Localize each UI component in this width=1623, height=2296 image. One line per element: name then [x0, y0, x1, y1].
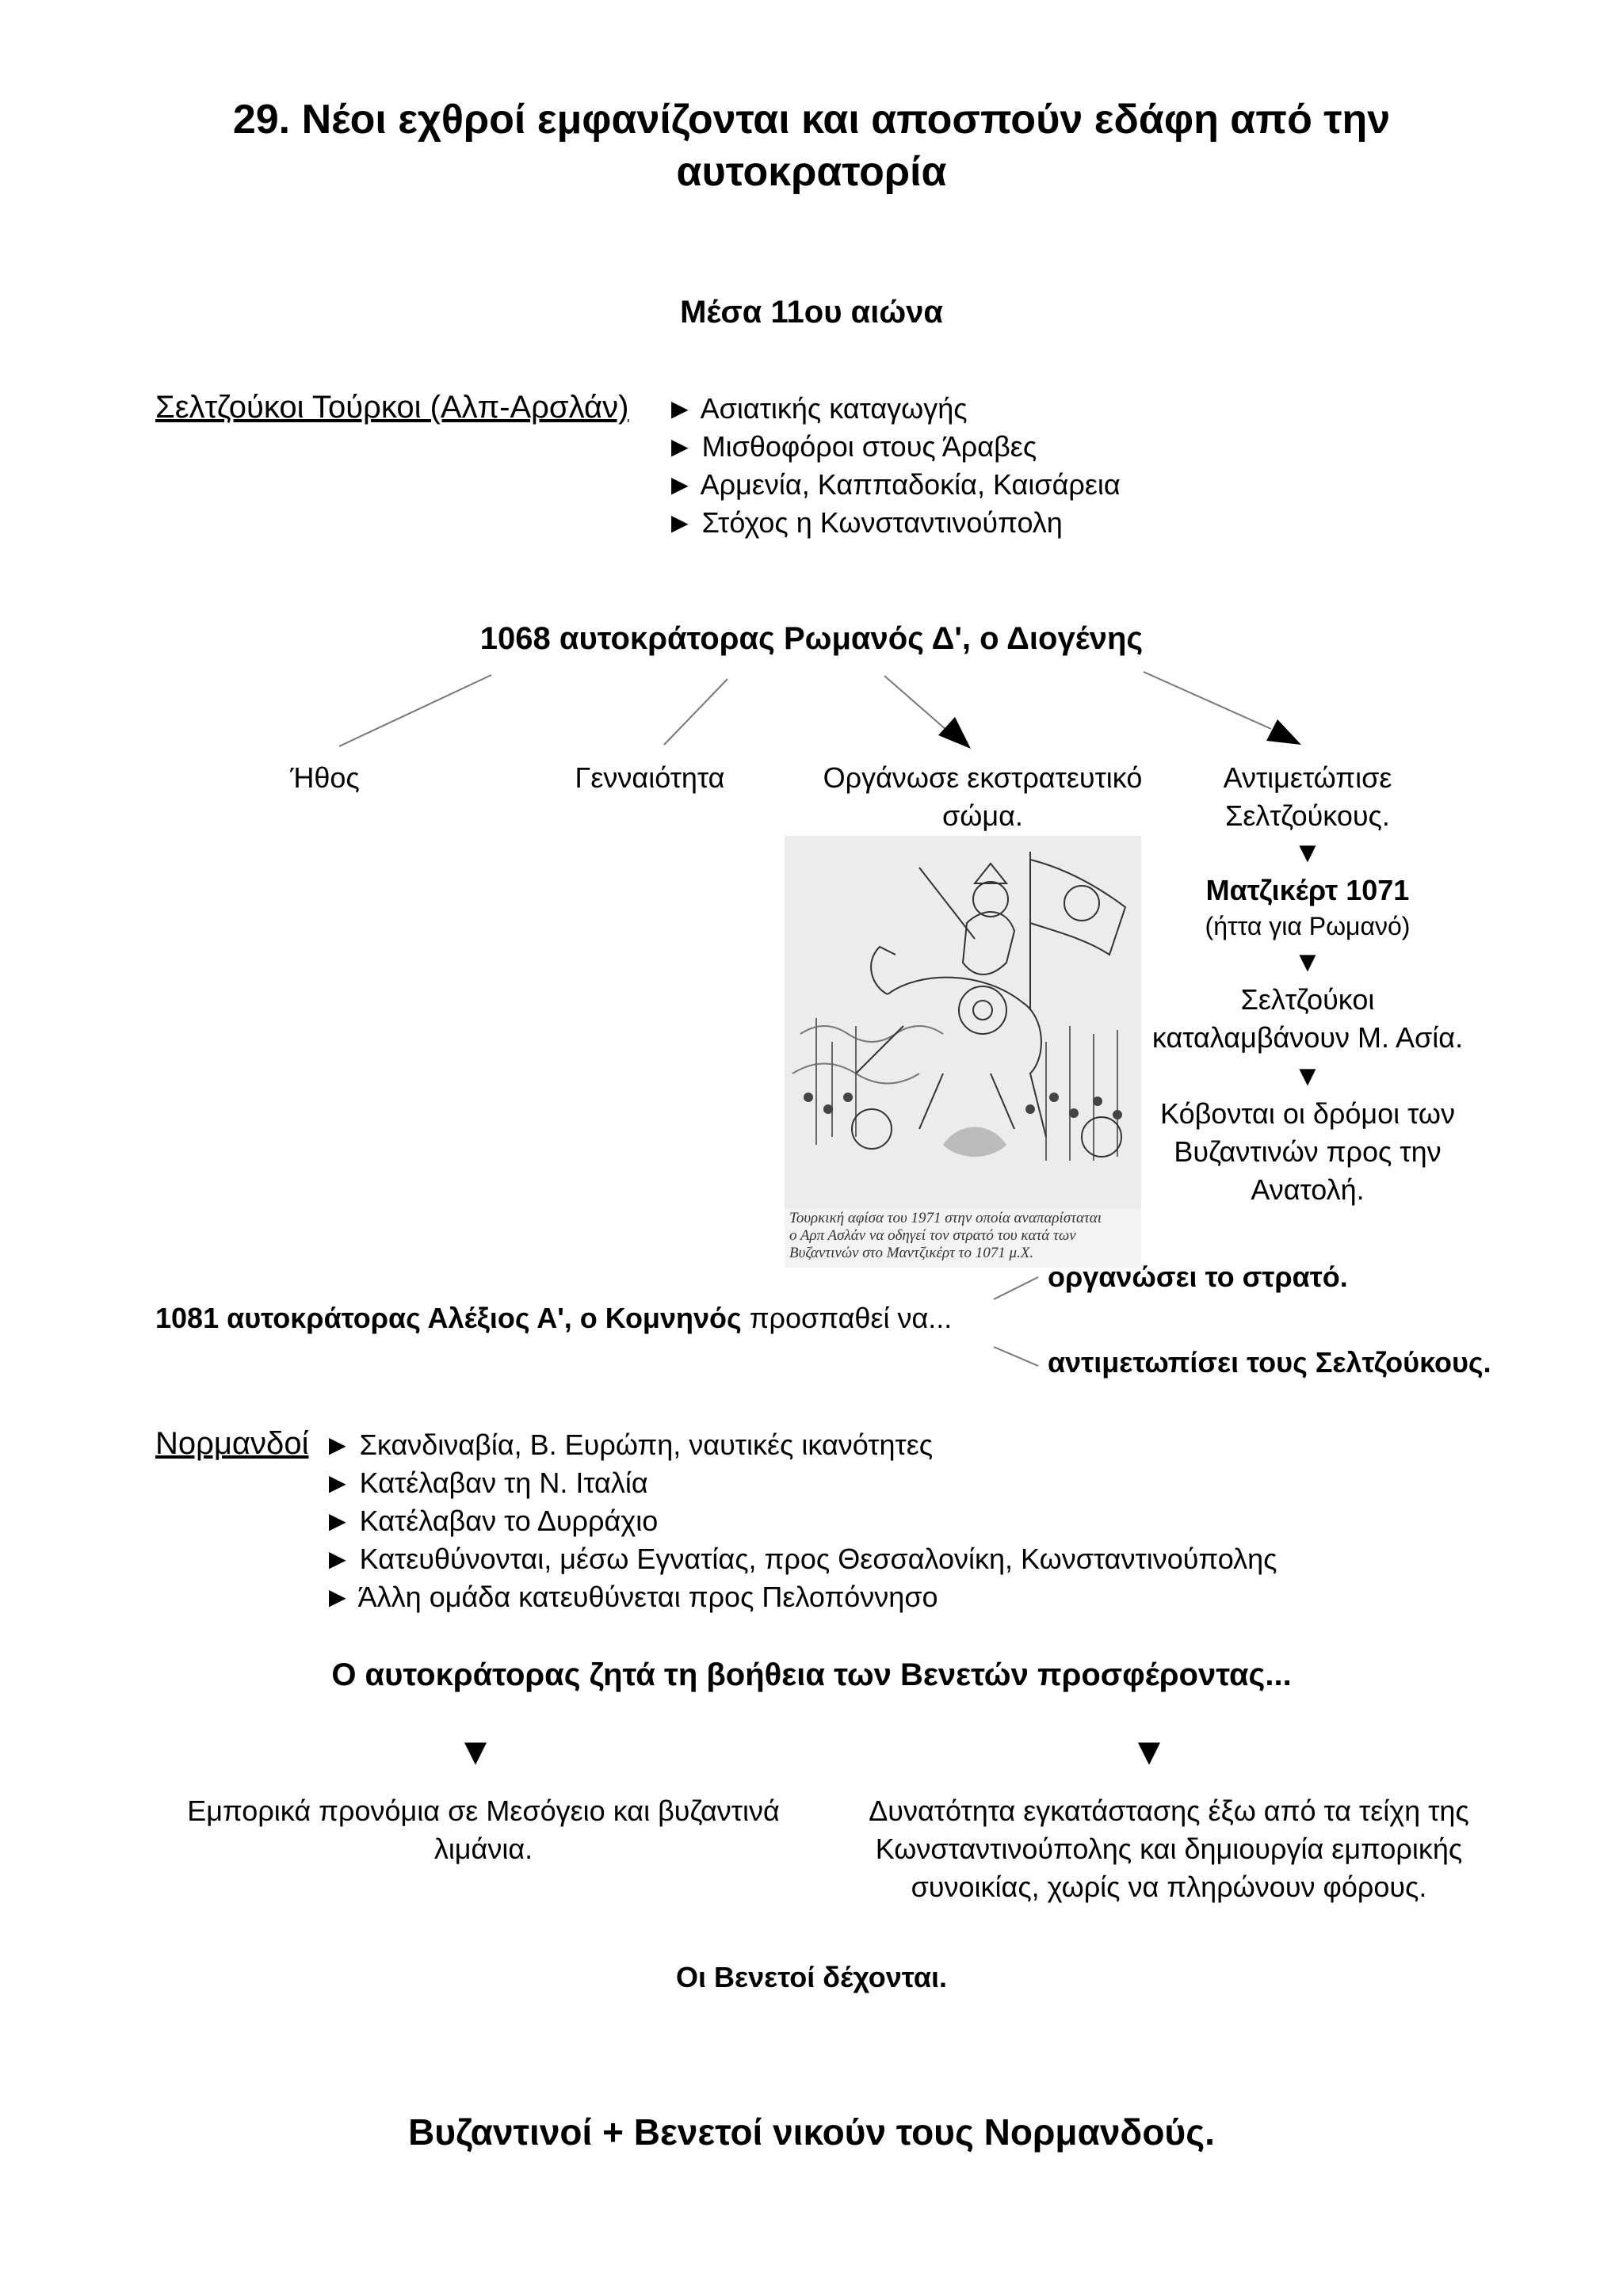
- consequence-chain: [1141, 833, 1474, 1209]
- down-arrow-icon: ▼: [456, 1731, 495, 1773]
- down-arrow-icon: ▼: [1293, 836, 1322, 868]
- connector-line: [1144, 672, 1271, 729]
- branch-ithos: Ήθος: [290, 761, 360, 794]
- venice-offer-trade-line2: λιμάνια.: [433, 1833, 533, 1865]
- connector-line: [339, 675, 491, 746]
- final-outcome: Βυζαντινοί + Βενετοί νικούν τους Νορμανδούς.: [408, 2111, 1215, 2153]
- list-item: ► Σκανδιναβία, Β. Ευρώπη, ναυτικές ικανότητες: [323, 1428, 934, 1461]
- list-item: ► Αρμενία, Καππαδοκία, Καισάρεια: [666, 468, 1121, 501]
- image-caption-line3: Βυζαντινών στο Μαντζικέρτ το 1071 μ.Χ.: [789, 1245, 1034, 1261]
- venice-offer-settlement-line3: συνοικίας, χωρίς να πληρώνουν φόρους.: [911, 1871, 1427, 1903]
- alexios-goal-army: οργανώσει το στρατό.: [1048, 1261, 1348, 1293]
- venice-offer-settlement-line2: Κωνσταντινούπολης και δημιουργία εμπορικής: [875, 1833, 1463, 1865]
- page-title-line2: αυτοκρατορία: [676, 149, 947, 195]
- period-heading: Μέσα 11ου αιώνα: [680, 295, 943, 330]
- seljuks-heading: Σελτζούκοι Τούρκοι (Αλπ-Αρσλάν): [155, 390, 629, 425]
- venice-offer-trade: [166, 1792, 800, 1868]
- list-item: ► Στόχος η Κωνσταντινούπολη: [666, 506, 1063, 539]
- result-roads-line2: Βυζαντινών προς την: [1174, 1135, 1442, 1168]
- list-item: ► Άλλη ομάδα κατευθύνεται προς Πελοπόννησο: [323, 1581, 938, 1613]
- venice-offer-settlement: [832, 1792, 1506, 1906]
- connector-line: [994, 1347, 1038, 1366]
- normans-bullet-list: [323, 1426, 1277, 1616]
- down-arrow-icon: ▼: [1130, 1731, 1168, 1773]
- down-arrow-icon: ▼: [1293, 945, 1322, 978]
- branch-organose-line1: Οργάνωσε εκστρατευτικό: [823, 761, 1143, 794]
- result-roads-line1: Κόβονται οι δρόμοι των: [1160, 1097, 1455, 1130]
- down-arrow-icon: ▼: [1293, 1059, 1322, 1092]
- venice-offer-settlement-line1: Δυνατότητα εγκατάστασης έξω από τα τείχη της: [869, 1794, 1469, 1827]
- battle-note: (ήττα για Ρωμανό): [1205, 912, 1411, 940]
- image-caption-line2: ο Αρπ Ασλάν να οδηγεί τον στρατό του κατά των: [789, 1227, 1076, 1244]
- alexios-heading: [155, 1299, 952, 1337]
- connector-line: [994, 1277, 1038, 1299]
- venice-offer-trade-line1: Εμπορικά προνόμια σε Μεσόγειο και βυζαντινά: [187, 1794, 780, 1827]
- list-item: ► Μισθοφόροι στους Άραβες: [666, 430, 1037, 463]
- alexios-goal-seljuks: αντιμετωπίσει τους Σελτζούκους.: [1048, 1346, 1491, 1379]
- arrowhead: [1266, 719, 1301, 745]
- normans-heading: Νορμανδοί: [155, 1426, 309, 1461]
- list-item: ► Ασιατικής καταγωγής: [666, 392, 968, 425]
- alexios-heading-bold: 1081 αυτοκράτορας Αλέξιος Α', ο Κομνηνός: [155, 1302, 742, 1334]
- list-item: ► Κατέλαβαν τη Ν. Ιταλία: [323, 1466, 648, 1499]
- battle-manzikert: Ματζικέρτ 1071: [1205, 874, 1410, 906]
- page-title-line1: 29. Νέοι εχθροί εμφανίζονται και αποσπούν εδάφη από την: [232, 97, 1391, 143]
- result-seljuks-line2: καταλαμβάνουν Μ. Ασία.: [1151, 1021, 1464, 1054]
- venice-heading: Ο αυτοκράτορας ζητά τη βοήθεια των Βενετών προσφέροντας...: [331, 1657, 1292, 1692]
- branch-organose-line2: σώμα.: [942, 799, 1023, 832]
- image-caption: [789, 1210, 1138, 1262]
- battle-illustration: [785, 836, 1141, 1208]
- romanos-heading: 1068 αυτοκράτορας Ρωμανός Δ', ο Διογένης: [479, 621, 1144, 656]
- result-seljuks-line1: Σελτζούκοι: [1240, 983, 1375, 1016]
- branch-antimetopise: [1197, 759, 1419, 835]
- branch-antimetopise-line1: Αντιμετώπισε: [1223, 761, 1392, 794]
- branch-gennaiotita: Γενναιότητα: [575, 761, 725, 794]
- connector-line: [664, 679, 727, 745]
- alexios-heading-rest: προσπαθεί να...: [741, 1302, 953, 1334]
- result-roads-line3: Ανατολή.: [1251, 1173, 1365, 1206]
- image-caption-line1: Τουρκική αφίσα του 1971 στην οποία αναπαρίσταται: [789, 1210, 1102, 1226]
- list-item: ► Κατευθύνονται, μέσω Εγνατίας, προς Θεσσαλονίκη, Κωνσταντινούπολης: [323, 1543, 1277, 1575]
- branch-antimetopise-line2: Σελτζούκους.: [1225, 799, 1390, 832]
- venice-accept: Οι Βενετοί δέχονται.: [676, 1961, 947, 1993]
- arrowhead: [938, 717, 971, 749]
- manzikert-poster-image: [785, 836, 1141, 1268]
- list-item: ► Κατέλαβαν το Δυρράχιο: [323, 1505, 659, 1537]
- branch-organose: [808, 759, 1157, 835]
- connector-line: [884, 676, 947, 730]
